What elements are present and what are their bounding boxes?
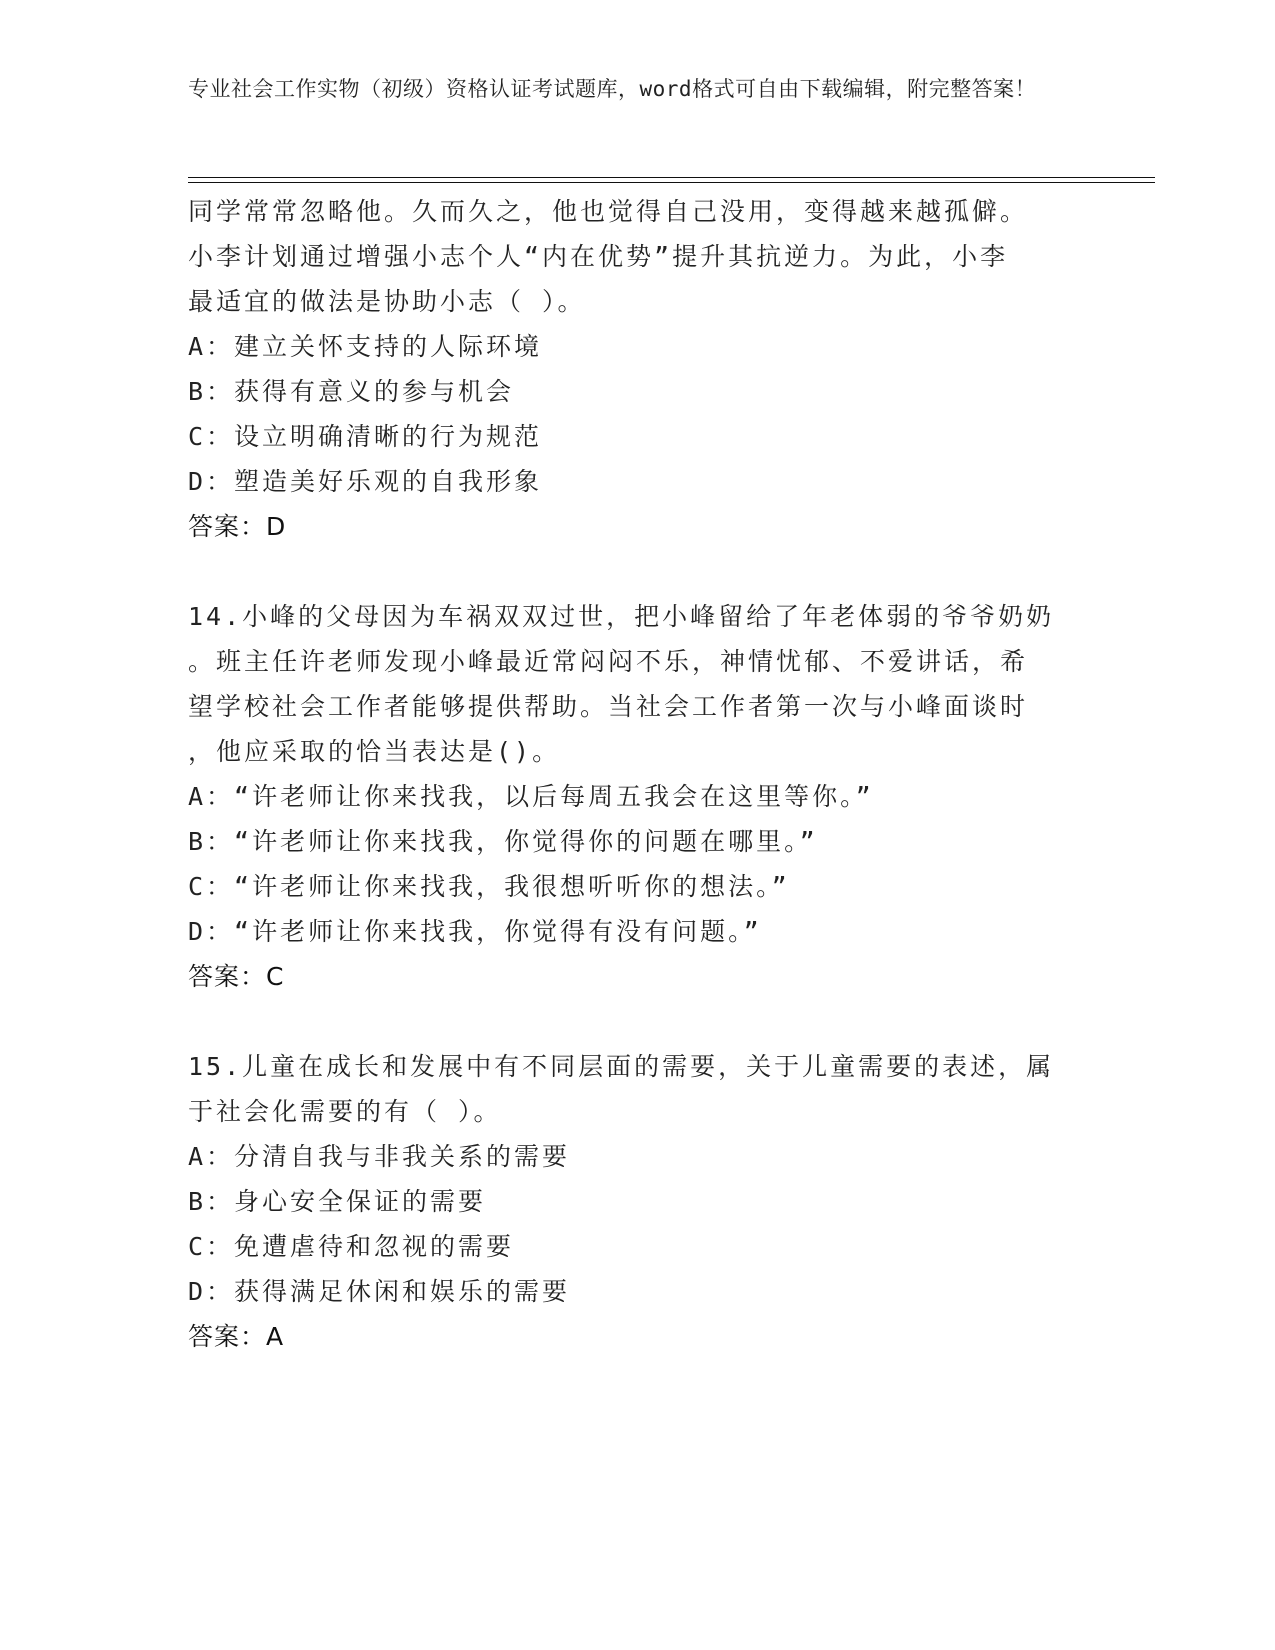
option-a: A：“许老师让你来找我，以后每周五我会在这里等你。” [188, 782, 874, 811]
question-14 [188, 594, 1088, 1000]
question-stem-line: ，他应采取的恰当表达是()。 [188, 737, 561, 766]
option-d: D：获得满足休闲和娱乐的需要 [188, 1277, 571, 1306]
option-a: A：分清自我与非我关系的需要 [188, 1142, 571, 1171]
question-13 [188, 189, 1088, 550]
question-stem-line: 15.儿童在成长和发展中有不同层面的需要，关于儿童需要的表述，属 [188, 1052, 1055, 1081]
option-b: B：身心安全保证的需要 [188, 1187, 487, 1216]
header-title: 专业社会工作实物（初级）资格认证考试题库，word格式可自由下载编辑，附完整答案！ [188, 77, 1037, 101]
header-divider-bottom [188, 182, 1155, 183]
question-stem-line: 最适宜的做法是协助小志（ ）。 [188, 287, 586, 316]
option-b: B：“许老师让你来找我，你觉得你的问题在哪里。” [188, 827, 818, 856]
option-d: D：“许老师让你来找我，你觉得有没有问题。” [188, 917, 762, 946]
document-header [188, 74, 1068, 104]
question-content [188, 189, 1088, 1360]
question-stem-line: 14.小峰的父母因为车祸双双过世，把小峰留给了年老体弱的爷爷奶奶 [188, 602, 1055, 631]
answer-line: 答案：C [188, 962, 285, 991]
answer-line: 答案：D [188, 512, 287, 541]
header-divider-top [188, 177, 1155, 178]
option-b: B：获得有意义的参与机会 [188, 377, 515, 406]
question-stem-line: 小李计划通过增强小志个人“内在优势”提升其抗逆力。为此，小李 [188, 242, 1009, 271]
spacer [188, 550, 1088, 594]
option-c: C：“许老师让你来找我，我很想听听你的想法。” [188, 872, 790, 901]
question-stem-line: 。班主任许老师发现小峰最近常闷闷不乐，神情忧郁、不爱讲话，希 [188, 647, 1029, 676]
question-15 [188, 1044, 1088, 1360]
option-c: C：免遭虐待和忽视的需要 [188, 1232, 515, 1261]
question-stem-line: 望学校社会工作者能够提供帮助。当社会工作者第一次与小峰面谈时 [188, 692, 1029, 721]
spacer [188, 1000, 1088, 1044]
question-stem-line: 于社会化需要的有（ ）。 [188, 1097, 502, 1126]
answer-line: 答案：A [188, 1322, 285, 1351]
option-c: C：设立明确清晰的行为规范 [188, 422, 543, 451]
option-d: D：塑造美好乐观的自我形象 [188, 467, 543, 496]
question-stem-line: 同学常常忽略他。久而久之，他也觉得自己没用，变得越来越孤僻。 [188, 197, 1029, 226]
option-a: A：建立关怀支持的人际环境 [188, 332, 543, 361]
